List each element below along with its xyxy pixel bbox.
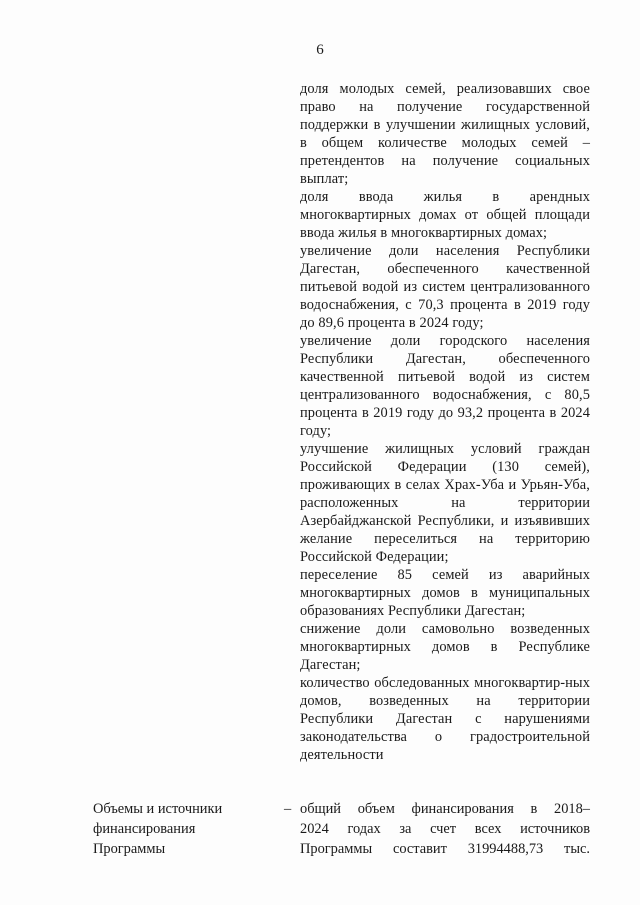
indicator-rental-housing: доля ввода жилья в арендных многоквартирных домах от общей площади ввода жилья в многоквартирных домах; xyxy=(300,189,590,241)
indicator-unauthorized-buildings: снижение доли самовольно возведенных многоквартирных домов в Республике Дагестан; xyxy=(300,621,590,673)
indicator-water-urban: увеличение доли городского населения Республики Дагестан, обеспеченного качественной питьевой водой из систем централизованного водоснабжения, с 80,5 процента в 2019 году до 93,2 процента в 2024 году; xyxy=(300,333,590,439)
indicators-list xyxy=(300,80,590,764)
indicator-inspected-buildings: количество обследованных многоквартир-ных домов, возведенных на территории Республики Дагестан с нарушениями законодательства о градостроительной деятельности xyxy=(300,675,590,763)
indicator-resettlement-azerbaijan: улучшение жилищных условий граждан Российской Федерации (130 семей), проживающих в селах Храх-Уба и Урьян-Уба, расположенных на территории Азербайджанской Республики, и изъявивших желание переселиться на территорию Российской Федерации; xyxy=(300,441,590,565)
indicator-emergency-housing: переселение 85 семей из аварийных многоквартирных домов в муниципальных образованиях Республики Дагестан; xyxy=(300,567,590,619)
financing-label-line: Объемы и источники xyxy=(93,801,223,817)
indicator-water-population: увеличение доли населения Республики Дагестан, обеспеченного качественной питьевой водой из систем централизованного водоснабжения, с 70,3 процента в 2019 году до 89,6 процента в 2024 году; xyxy=(300,243,590,331)
financing-value-line: Программы составит 31994488,73 тыс. xyxy=(300,841,590,857)
financing-dash: – xyxy=(284,801,292,817)
page-number: 6 xyxy=(316,42,324,58)
financing-label-line: Программы xyxy=(93,841,166,857)
financing-label xyxy=(93,799,263,859)
financing-value-line: 2024 годах за счет всех источников xyxy=(300,821,590,837)
financing-label-line: финансирования xyxy=(93,821,196,837)
financing-value-line: общий объем финансирования в 2018– xyxy=(300,801,590,817)
indicator-young-families: доля молодых семей, реализовавших свое право на получение государственной поддержки в улучшении жилищных условий, в общем количестве молодых семей – претендентов на получение социальных выплат; xyxy=(300,81,590,187)
financing-value xyxy=(300,799,590,859)
